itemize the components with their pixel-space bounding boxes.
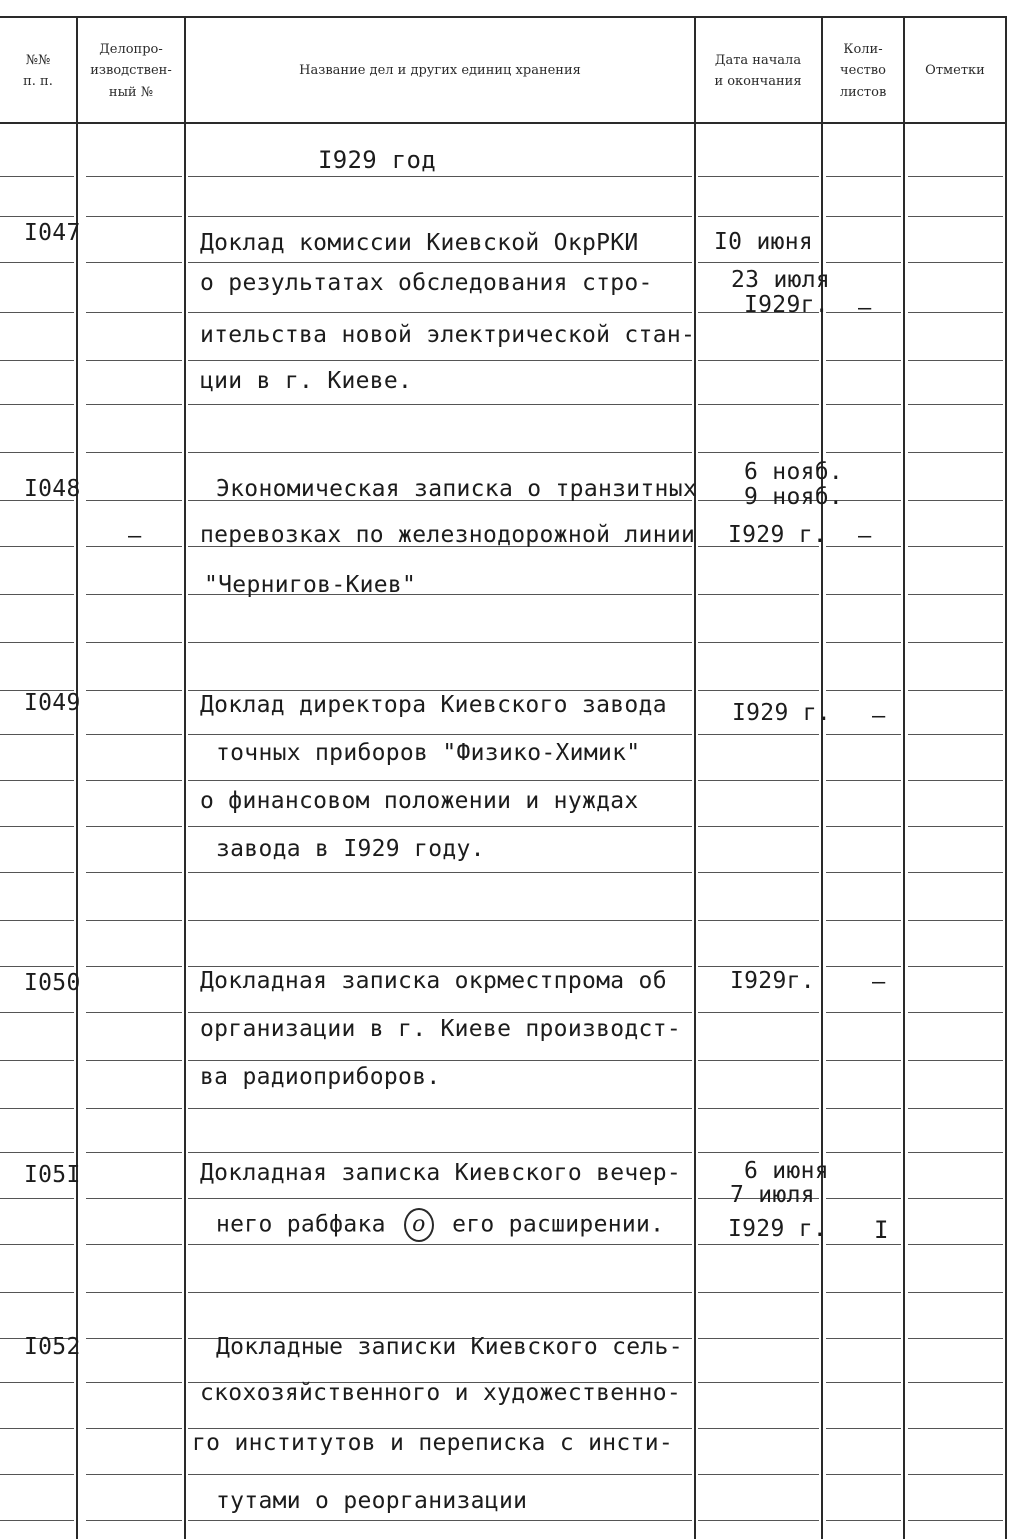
ruled-line: [826, 452, 901, 453]
column-divider: [1005, 16, 1007, 1539]
column-divider: [903, 16, 905, 1539]
entry-date: I929г.: [744, 292, 829, 318]
ruled-line: [0, 360, 74, 361]
ruled-line: [826, 642, 901, 643]
ruled-line: [908, 360, 1003, 361]
ruled-line: [0, 642, 74, 643]
ruled-line: [698, 1108, 819, 1109]
ruled-line: [908, 546, 1003, 547]
ruled-line: [826, 1382, 901, 1383]
ruled-line: [86, 404, 182, 405]
entry-title-line: Доклад комиссии Киевской ОкрРКИ: [200, 230, 639, 256]
header-col-dates: Дата начала и окончания: [714, 52, 802, 89]
ruled-line: [188, 872, 692, 873]
ruled-line: [826, 690, 901, 691]
ruled-line: [0, 1108, 74, 1109]
ruled-line: [908, 826, 1003, 827]
ruled-line: [826, 216, 901, 217]
ruled-line: [908, 1060, 1003, 1061]
ruled-line: [0, 1244, 74, 1245]
ruled-line: [188, 734, 692, 735]
ruled-line: [188, 826, 692, 827]
ruled-line: [188, 1292, 692, 1293]
ruled-line: [698, 642, 819, 643]
ruled-line: [908, 1152, 1003, 1153]
ruled-line: [0, 1428, 74, 1429]
ruled-line: [86, 216, 182, 217]
entry-title-line: организации в г. Киеве производст-: [200, 1016, 682, 1042]
ruled-line: [86, 780, 182, 781]
ruled-line: [908, 1012, 1003, 1013]
ruled-line: [698, 966, 819, 967]
ruled-line: [698, 594, 819, 595]
ruled-line: [698, 780, 819, 781]
entry-date: 9 нояб.: [744, 484, 844, 510]
ruled-line: [188, 1152, 692, 1153]
ruled-line: [826, 734, 901, 735]
ruled-line: [698, 734, 819, 735]
ruled-line: [698, 404, 819, 405]
ruled-line: [0, 262, 74, 263]
entry-date: I0 июня: [714, 229, 814, 255]
ruled-line: [86, 1244, 182, 1245]
ruled-line: [0, 872, 74, 873]
ruled-line: [0, 1520, 74, 1521]
ruled-line: [86, 920, 182, 921]
ruled-line: [826, 966, 901, 967]
ruled-line: [0, 404, 74, 405]
entry-number: I05I: [24, 1162, 81, 1188]
entry-title-line: "Чернигов-Киев": [204, 572, 417, 598]
ruled-line: [698, 1428, 819, 1429]
ruled-line: [86, 262, 182, 263]
ruled-line: [188, 262, 692, 263]
entry-date: 23 июля: [731, 267, 831, 293]
ruled-line: [826, 1292, 901, 1293]
header-col-notes: Отметки: [925, 63, 985, 79]
ruled-line: [86, 312, 182, 313]
ruled-line: [188, 404, 692, 405]
ruled-line: [908, 312, 1003, 313]
entry-title-line: ва радиоприборов.: [200, 1064, 441, 1090]
entry-title-line: скохозяйственного и художественно-: [200, 1380, 682, 1406]
ruled-line: [0, 1060, 74, 1061]
ruled-line: [826, 780, 901, 781]
ruled-line: [188, 966, 692, 967]
header-top-border: [0, 16, 1006, 18]
ruled-line: [908, 872, 1003, 873]
entry-title-line: го институтов и переписка с инсти-: [192, 1430, 674, 1456]
ruled-line: [908, 216, 1003, 217]
entry-title-line: Докладная записка Киевского вечер-: [200, 1160, 682, 1186]
ruled-line: [698, 1152, 819, 1153]
ruled-line: [86, 1292, 182, 1293]
ruled-line: [86, 1474, 182, 1475]
ruled-line: [698, 262, 819, 263]
entry-title-line: тутами о реорганизации: [216, 1488, 528, 1514]
ruled-line: [908, 1198, 1003, 1199]
entry-title-line: Докладная записка окрместпрома об: [200, 968, 667, 994]
ruled-line: [188, 920, 692, 921]
ruled-line: [826, 1520, 901, 1521]
entry-number: I050: [24, 970, 81, 996]
ruled-line: [826, 1152, 901, 1153]
entry-sheet-count: –: [872, 970, 886, 995]
ruled-line: [188, 690, 692, 691]
ruled-line: [86, 690, 182, 691]
ruled-line: [86, 1012, 182, 1013]
entry-number: I048: [24, 476, 81, 502]
ruled-line: [908, 1474, 1003, 1475]
entry-number: I052: [24, 1334, 81, 1360]
column-divider: [184, 16, 186, 1539]
entry-date: 6 июня: [744, 1158, 829, 1184]
ruled-line: [826, 594, 901, 595]
ruled-line: [826, 1060, 901, 1061]
ruled-line: [0, 312, 74, 313]
ruled-line: [826, 872, 901, 873]
ruled-line: [826, 262, 901, 263]
entry-title-text: него рабфака: [216, 1211, 386, 1238]
ruled-line: [0, 1198, 74, 1199]
ruled-line: [0, 216, 74, 217]
ruled-line: [698, 1520, 819, 1521]
entry-title-line: Доклад директора Киевского завода: [200, 692, 667, 718]
ruled-line: [188, 1244, 692, 1245]
ruled-line: [188, 312, 692, 313]
ruled-line: [86, 1428, 182, 1429]
entry-title-line: о финансовом положении и нуждах: [200, 788, 639, 814]
ruled-line: [86, 176, 182, 177]
ruled-line: [908, 1244, 1003, 1245]
ruled-line: [908, 404, 1003, 405]
column-divider: [694, 16, 696, 1539]
entry-sheet-count: I: [874, 1216, 889, 1244]
ruled-line: [698, 216, 819, 217]
entry-title-line: Докладные записки Киевского сель-: [216, 1334, 683, 1360]
ruled-line: [188, 780, 692, 781]
ruled-line: [908, 1382, 1003, 1383]
ruled-line: [86, 1060, 182, 1061]
ruled-line: [908, 176, 1003, 177]
entry-number: I047: [24, 220, 81, 246]
ruled-line: [698, 690, 819, 691]
ruled-line: [698, 1382, 819, 1383]
entry-title-line: перевозках по железнодорожной линии: [200, 522, 696, 548]
ruled-line: [188, 360, 692, 361]
ruled-line: [188, 1474, 692, 1475]
ruled-line: [826, 920, 901, 921]
ruled-line: [86, 452, 182, 453]
ruled-line: [0, 176, 74, 177]
ruled-line: [908, 1108, 1003, 1109]
ruled-line: [826, 1428, 901, 1429]
ruled-line: [86, 1338, 182, 1339]
ruled-line: [0, 546, 74, 547]
ruled-line: [0, 734, 74, 735]
ruled-line: [86, 500, 182, 501]
header-col-title: Название дел и других единиц хранения: [299, 63, 581, 79]
ruled-line: [188, 452, 692, 453]
ruled-line: [826, 1108, 901, 1109]
ruled-line: [908, 642, 1003, 643]
ruled-line: [826, 1338, 901, 1339]
ruled-line: [698, 920, 819, 921]
entry-date: I929 г.: [728, 522, 828, 548]
entry-title-line: завода в I929 году.: [216, 836, 485, 862]
ruled-line: [826, 1474, 901, 1475]
ruled-line: [908, 780, 1003, 781]
ruled-line: [698, 872, 819, 873]
ruled-line: [0, 1152, 74, 1153]
header-col-number: №№ п. п.: [23, 52, 53, 89]
ruled-line: [698, 1060, 819, 1061]
ruled-line: [908, 500, 1003, 501]
ruled-line: [826, 1198, 901, 1199]
ruled-line: [188, 1108, 692, 1109]
ruled-line: [188, 176, 692, 177]
ruled-line: [826, 826, 901, 827]
header-col-office-number: Делопро- изводствен- ный №: [90, 41, 172, 100]
ruled-line: [86, 872, 182, 873]
ruled-line: [188, 1428, 692, 1429]
column-divider: [821, 16, 823, 1539]
ruled-line: [908, 1292, 1003, 1293]
ruled-line: [908, 734, 1003, 735]
ruled-line: [86, 1382, 182, 1383]
ruled-line: [908, 920, 1003, 921]
entry-title-line: точных приборов "Физико-Химик": [216, 740, 641, 766]
ruled-line: [86, 734, 182, 735]
entry-title-text: его расширении.: [452, 1211, 665, 1238]
ruled-line: [908, 1428, 1003, 1429]
ruled-line: [188, 1012, 692, 1013]
ruled-line: [698, 1338, 819, 1339]
ruled-line: [908, 594, 1003, 595]
entry-sheet-count: –: [858, 524, 872, 549]
ruled-line: [0, 966, 74, 967]
entry-title-line: ции в г. Киеве.: [200, 368, 413, 394]
ruled-line: [86, 1152, 182, 1153]
ruled-line: [826, 176, 901, 177]
ruled-line: [908, 690, 1003, 691]
ruled-line: [908, 1338, 1003, 1339]
entry-title-line-part: [216, 1208, 664, 1242]
ruled-line: [908, 262, 1003, 263]
year-heading: I929 год: [318, 146, 436, 174]
ruled-line: [908, 1520, 1003, 1521]
entry-date: I929г.: [730, 968, 815, 994]
ruled-line: [188, 216, 692, 217]
header-col-sheets: Коли- чество листов: [839, 41, 887, 100]
ruled-line: [826, 1012, 901, 1013]
entry-date: I929 г.: [732, 700, 832, 726]
entry-office-number: –: [128, 524, 142, 549]
entry-date: I929 г.: [728, 1216, 828, 1242]
entry-title-line: о результатах обследования стро-: [200, 270, 653, 296]
ruled-line: [188, 642, 692, 643]
entry-sheet-count: –: [872, 704, 886, 729]
entry-title-line: Экономическая записка о транзитных: [216, 476, 698, 502]
ruled-line: [826, 1244, 901, 1245]
ruled-line: [188, 1198, 692, 1199]
ruled-line: [698, 1244, 819, 1245]
ruled-line: [188, 1520, 692, 1521]
ruled-line: [698, 360, 819, 361]
ruled-line: [86, 826, 182, 827]
ruled-line: [698, 1012, 819, 1013]
ruled-line: [86, 1108, 182, 1109]
ruled-line: [0, 826, 74, 827]
ruled-line: [698, 1292, 819, 1293]
ruled-line: [908, 452, 1003, 453]
entry-sheet-count: –: [858, 296, 872, 321]
ruled-line: [188, 1060, 692, 1061]
ruled-line: [0, 780, 74, 781]
ruled-line: [826, 404, 901, 405]
ruled-line: [698, 176, 819, 177]
ruled-line: [86, 1520, 182, 1521]
ruled-line: [86, 1198, 182, 1199]
ruled-line: [86, 594, 182, 595]
entry-date: 6 нояб.: [744, 459, 844, 485]
ruled-line: [698, 826, 819, 827]
ruled-line: [86, 360, 182, 361]
ruled-line: [0, 1382, 74, 1383]
ruled-line: [0, 452, 74, 453]
ruled-line: [0, 1012, 74, 1013]
header-bottom-border: [0, 122, 1006, 124]
ruled-line: [0, 1474, 74, 1475]
ruled-line: [0, 920, 74, 921]
ruled-line: [86, 642, 182, 643]
ruled-line: [698, 1474, 819, 1475]
ruled-line: [0, 594, 74, 595]
ruled-line: [86, 966, 182, 967]
ruled-line: [908, 966, 1003, 967]
handwritten-correction: о: [404, 1208, 434, 1242]
entry-number: I049: [24, 690, 81, 716]
ruled-line: [826, 360, 901, 361]
ruled-line: [698, 452, 819, 453]
entry-title-line: ительства новой электрической стан-: [200, 322, 696, 348]
entry-date: 7 июля: [730, 1182, 815, 1208]
ruled-line: [0, 1292, 74, 1293]
